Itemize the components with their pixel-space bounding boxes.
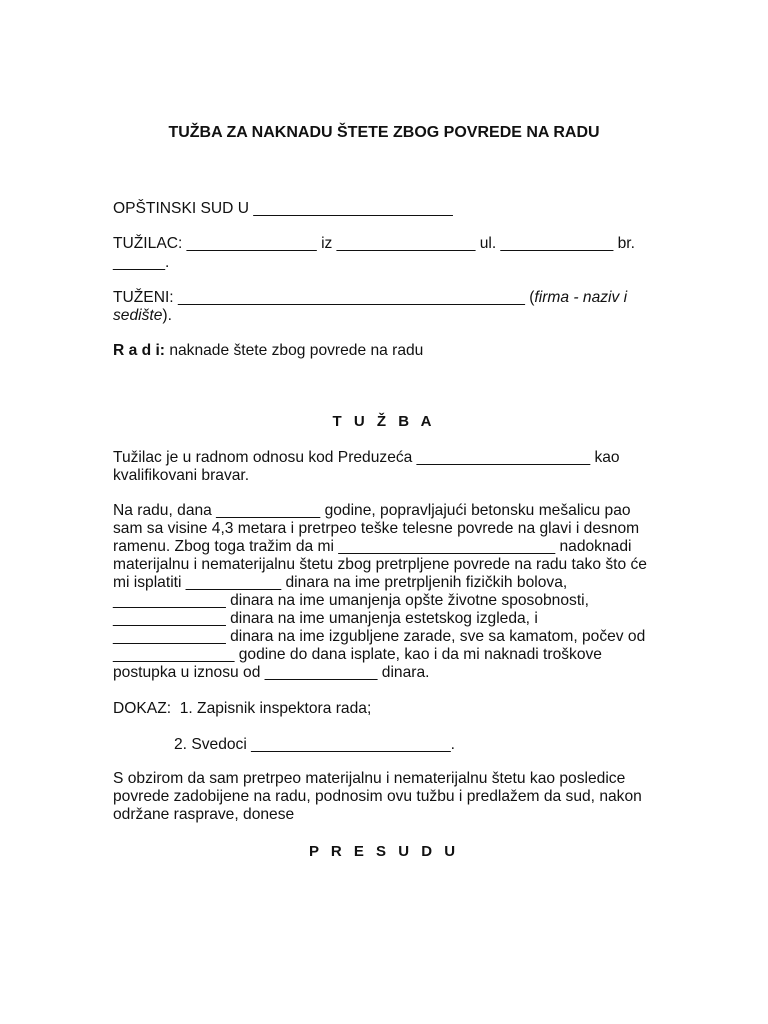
defendant-note-2: sedište	[113, 307, 163, 324]
defendant-note-1: firma - naziv i	[534, 289, 628, 306]
paragraph-line: Na radu, dana ____________ godine, popravljajući betonsku mešalicu pao	[113, 502, 631, 519]
plaintiff-line: TUŽILAC: _______________ iz ________________ ul. _____________ br.	[113, 235, 635, 252]
defendant-line	[113, 289, 627, 307]
defendant-label: TUŽENI: ________________________________________ (	[113, 289, 535, 306]
paragraph-injury-claim	[113, 502, 647, 682]
paragraph-conclusion	[113, 770, 642, 824]
subject-text: naknade štete zbog povrede na radu	[164, 342, 424, 359]
subject-label: R a d i:	[113, 342, 165, 359]
evidence-line-1: DOKAZ: 1. Zapisnik inspektora rada;	[113, 700, 372, 717]
court-line: OPŠTINSKI SUD U _______________________	[113, 200, 453, 217]
paragraph-line: održane rasprave, donese	[113, 806, 295, 823]
paragraph-employment-line-2: kvalifikovani bravar.	[113, 467, 250, 484]
paragraph-line: povrede zadobijene na radu, podnosim ovu tužbu i predlažem da sud, nakon	[113, 788, 642, 805]
defendant-suffix: ).	[162, 307, 172, 324]
subject-line	[113, 342, 423, 360]
paragraph-line: S obzirom da sam pretrpeo materijalnu i nematerijalnu štetu kao posledice	[113, 770, 626, 787]
paragraph-employment-line-1: Tužilac je u radnom odnosu kod Preduzeća ____________________ kao	[113, 449, 620, 466]
paragraph-line: postupka u iznosu od _____________ dinara.	[113, 664, 430, 681]
paragraph-line: _____________ dinara na ime umanjenja opšte životne sposobnosti,	[113, 592, 589, 609]
defendant-line-continued	[113, 307, 172, 325]
lawsuit-heading: T U Ž B A	[332, 413, 436, 430]
paragraph-line: materijalnu i nematerijalnu štetu zbog pretrpljene povrede na radu tako što će	[113, 556, 647, 573]
paragraph-line: _____________ dinara na ime umanjenja estetskog izgleda, i	[113, 610, 538, 627]
evidence-line-2: 2. Svedoci _______________________.	[174, 736, 455, 753]
paragraph-line: mi isplatiti ___________ dinara na ime pretrpljenih fizičkih bolova,	[113, 574, 568, 591]
paragraph-line: sam sa visine 4,3 metara i pretrpeo teške telesne povrede na glavi i desnom	[113, 520, 640, 537]
plaintiff-line-continued: ______.	[113, 254, 170, 271]
document-title: TUŽBA ZA NAKNADU ŠTETE ZBOG POVREDE NA RADU	[168, 124, 600, 141]
paragraph-line: ______________ godine do dana isplate, kao i da mi naknadi troškove	[113, 646, 602, 663]
paragraph-line: ramenu. Zbog toga tražim da mi _________________________ nadoknadi	[113, 538, 632, 555]
verdict-heading: P R E S U D U	[308, 843, 460, 860]
paragraph-line: _____________ dinara na ime izgubljene zarade, sve sa kamatom, počev od	[113, 628, 646, 645]
